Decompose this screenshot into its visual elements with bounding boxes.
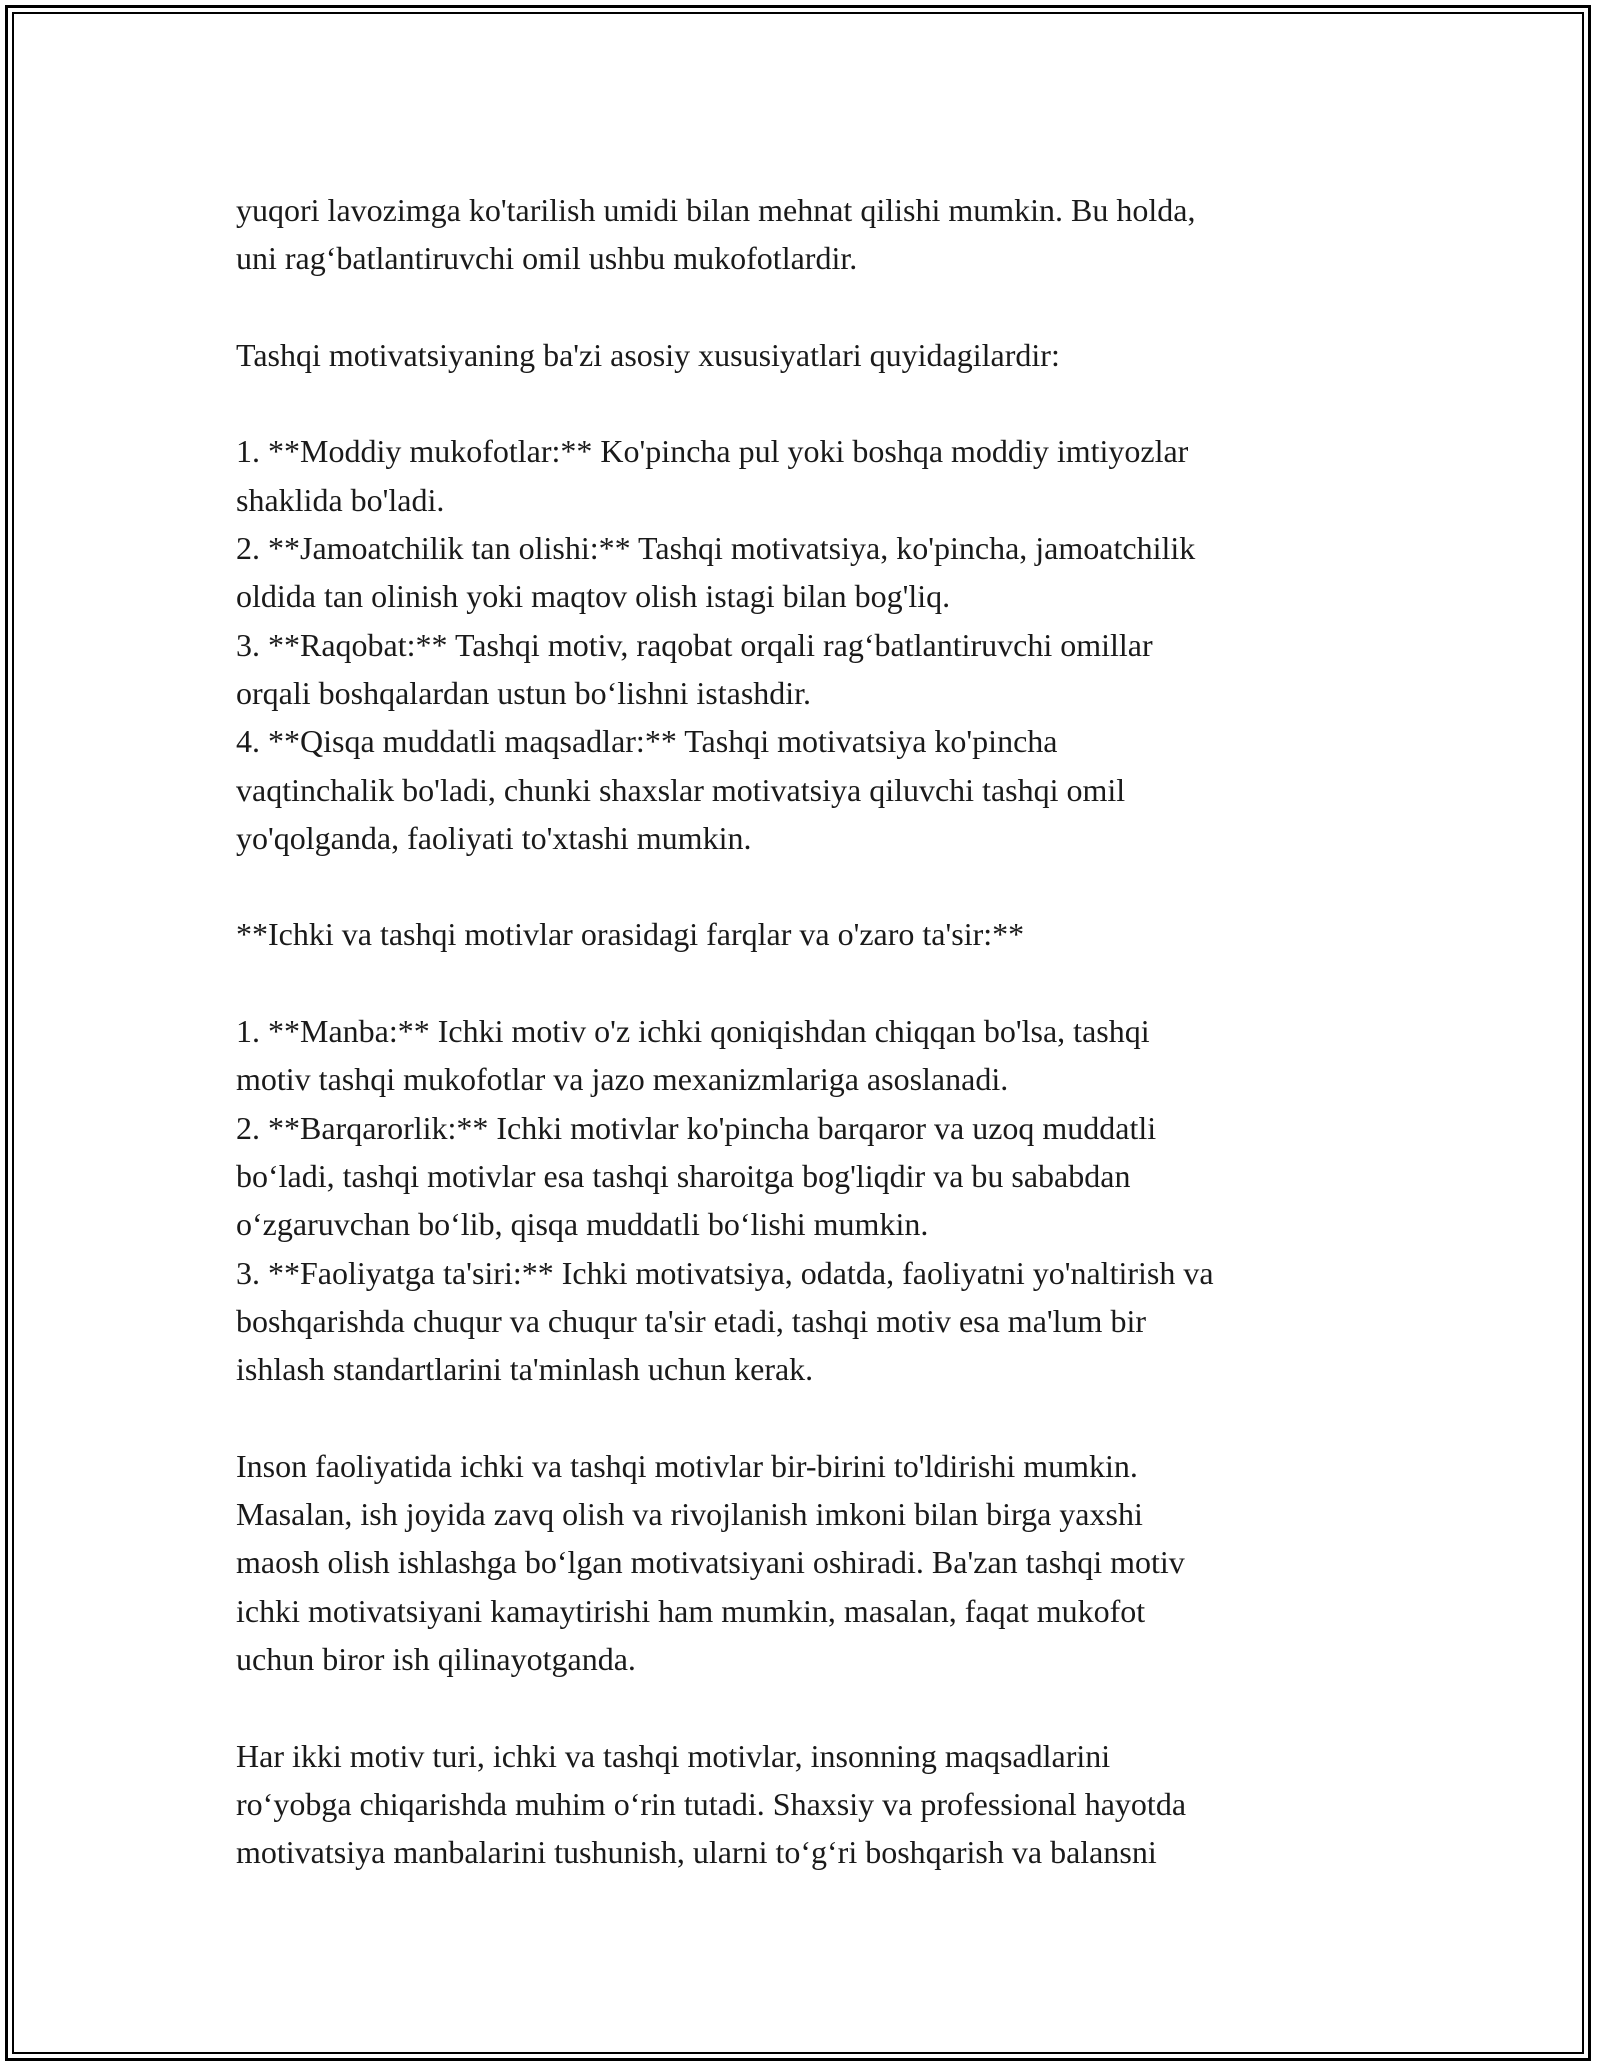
paragraph-intro-continuation — [236, 186, 1376, 283]
paragraph-spacer — [236, 283, 1376, 331]
text-line: yuqori lavozimga ko'tarilish umidi bilan mehnat qilishi mumkin. Bu holda, — [236, 192, 1196, 228]
paragraph-external-features-heading — [236, 331, 1376, 379]
document-body — [236, 186, 1376, 1876]
paragraph-spacer — [236, 1683, 1376, 1731]
list-item-line: boshqarishda chuqur va chuqur ta'sir etadi, tashqi motiv esa ma'lum bir — [236, 1302, 1146, 1339]
list-item-line: o‘zgaruvchan bo‘lib, qisqa muddatli bo‘lishi mumkin. — [236, 1206, 929, 1243]
list-item-line: 1. **Moddiy mukofotlar:** Ko'pincha pul yoki boshqa moddiy imtiyozlar — [236, 433, 1189, 470]
paragraph-complementary-motives — [236, 1442, 1376, 1683]
text-line: uchun biror ish qilinayotganda. — [236, 1640, 636, 1677]
paragraph-spacer — [236, 379, 1376, 427]
text-line: ichki motivatsiyani kamaytirishi ham mumkin, masalan, faqat mukofot — [236, 1592, 1146, 1629]
text-line: motivatsiya manbalarini tushunish, ularni to‘g‘ri boshqarish va balansni — [236, 1834, 1157, 1871]
list-item-line: vaqtinchalik bo'ladi, chunki shaxslar motivatsiya qiluvchi tashqi omil — [236, 771, 1126, 808]
paragraph-conclusion — [236, 1732, 1376, 1877]
text-line: ro‘yobga chiqarishda muhim o‘rin tutadi. Shaxsiy va professional hayotda — [236, 1785, 1187, 1822]
text-line: Har ikki motiv turi, ichki va tashqi motivlar, insonning maqsadlarini — [236, 1737, 1111, 1774]
list-item-line: yo'qolganda, faoliyati to'xtashi mumkin. — [236, 819, 752, 856]
list-item-line: 2. **Jamoatchilik tan olishi:** Tashqi motivatsiya, ko'pincha, jamoatchilik — [236, 530, 1196, 567]
list-item-line: motiv tashqi mukofotlar va jazo mexanizmlariga asoslanadi. — [236, 1061, 1009, 1098]
list-external-motivation-features — [236, 427, 1376, 862]
list-item-line: oldida tan olinish yoki maqtov olish istagi bilan bog'liq. — [236, 578, 951, 615]
paragraph-differences-heading — [236, 910, 1376, 958]
list-item-line: 2. **Barqarorlik:** Ichki motivlar ko'pincha barqaror va uzoq muddatli — [236, 1109, 1157, 1146]
text-line: Inson faoliyatida ichki va tashqi motivlar bir-birini to'ldirishi mumkin. — [236, 1447, 1138, 1484]
list-differences — [236, 1007, 1376, 1393]
paragraph-spacer — [236, 1393, 1376, 1441]
list-item-line: orqali boshqalardan ustun bo‘lishni istashdir. — [236, 674, 812, 711]
list-item-line: 3. **Raqobat:** Tashqi motiv, raqobat orqali rag‘batlantiruvchi omillar — [236, 626, 1153, 663]
text-line: uni rag‘batlantiruvchi omil ushbu mukofotlardir. — [236, 240, 858, 277]
list-item-line: 3. **Faoliyatga ta'siri:** Ichki motivatsiya, odatda, faoliyatni yo'naltirish va — [236, 1254, 1214, 1291]
list-item-line: ishlash standartlarini ta'minlash uchun kerak. — [236, 1351, 814, 1388]
text-line: Masalan, ish joyida zavq olish va rivojlanish imkoni bilan birga yaxshi — [236, 1496, 1143, 1533]
list-item-line: shaklida bo'ladi. — [236, 481, 445, 518]
list-item-line: 4. **Qisqa muddatli maqsadlar:** Tashqi motivatsiya ko'pincha — [236, 723, 1058, 760]
text-line: Tashqi motivatsiyaning ba'zi asosiy xususiyatlari quyidagilardir: — [236, 336, 1060, 373]
text-line: **Ichki va tashqi motivlar orasidagi farqlar va o'zaro ta'sir:** — [236, 916, 1025, 953]
list-item-line: bo‘ladi, tashqi motivlar esa tashqi sharoitga bog'liqdir va bu sababdan — [236, 1157, 1131, 1194]
list-item-line: 1. **Manba:** Ichki motiv o'z ichki qoniqishdan chiqqan bo'lsa, tashqi — [236, 1013, 1150, 1050]
paragraph-spacer — [236, 862, 1376, 910]
paragraph-spacer — [236, 959, 1376, 1007]
text-line: maosh olish ishlashga bo‘lgan motivatsiyani oshiradi. Ba'zan tashqi motiv — [236, 1544, 1185, 1581]
